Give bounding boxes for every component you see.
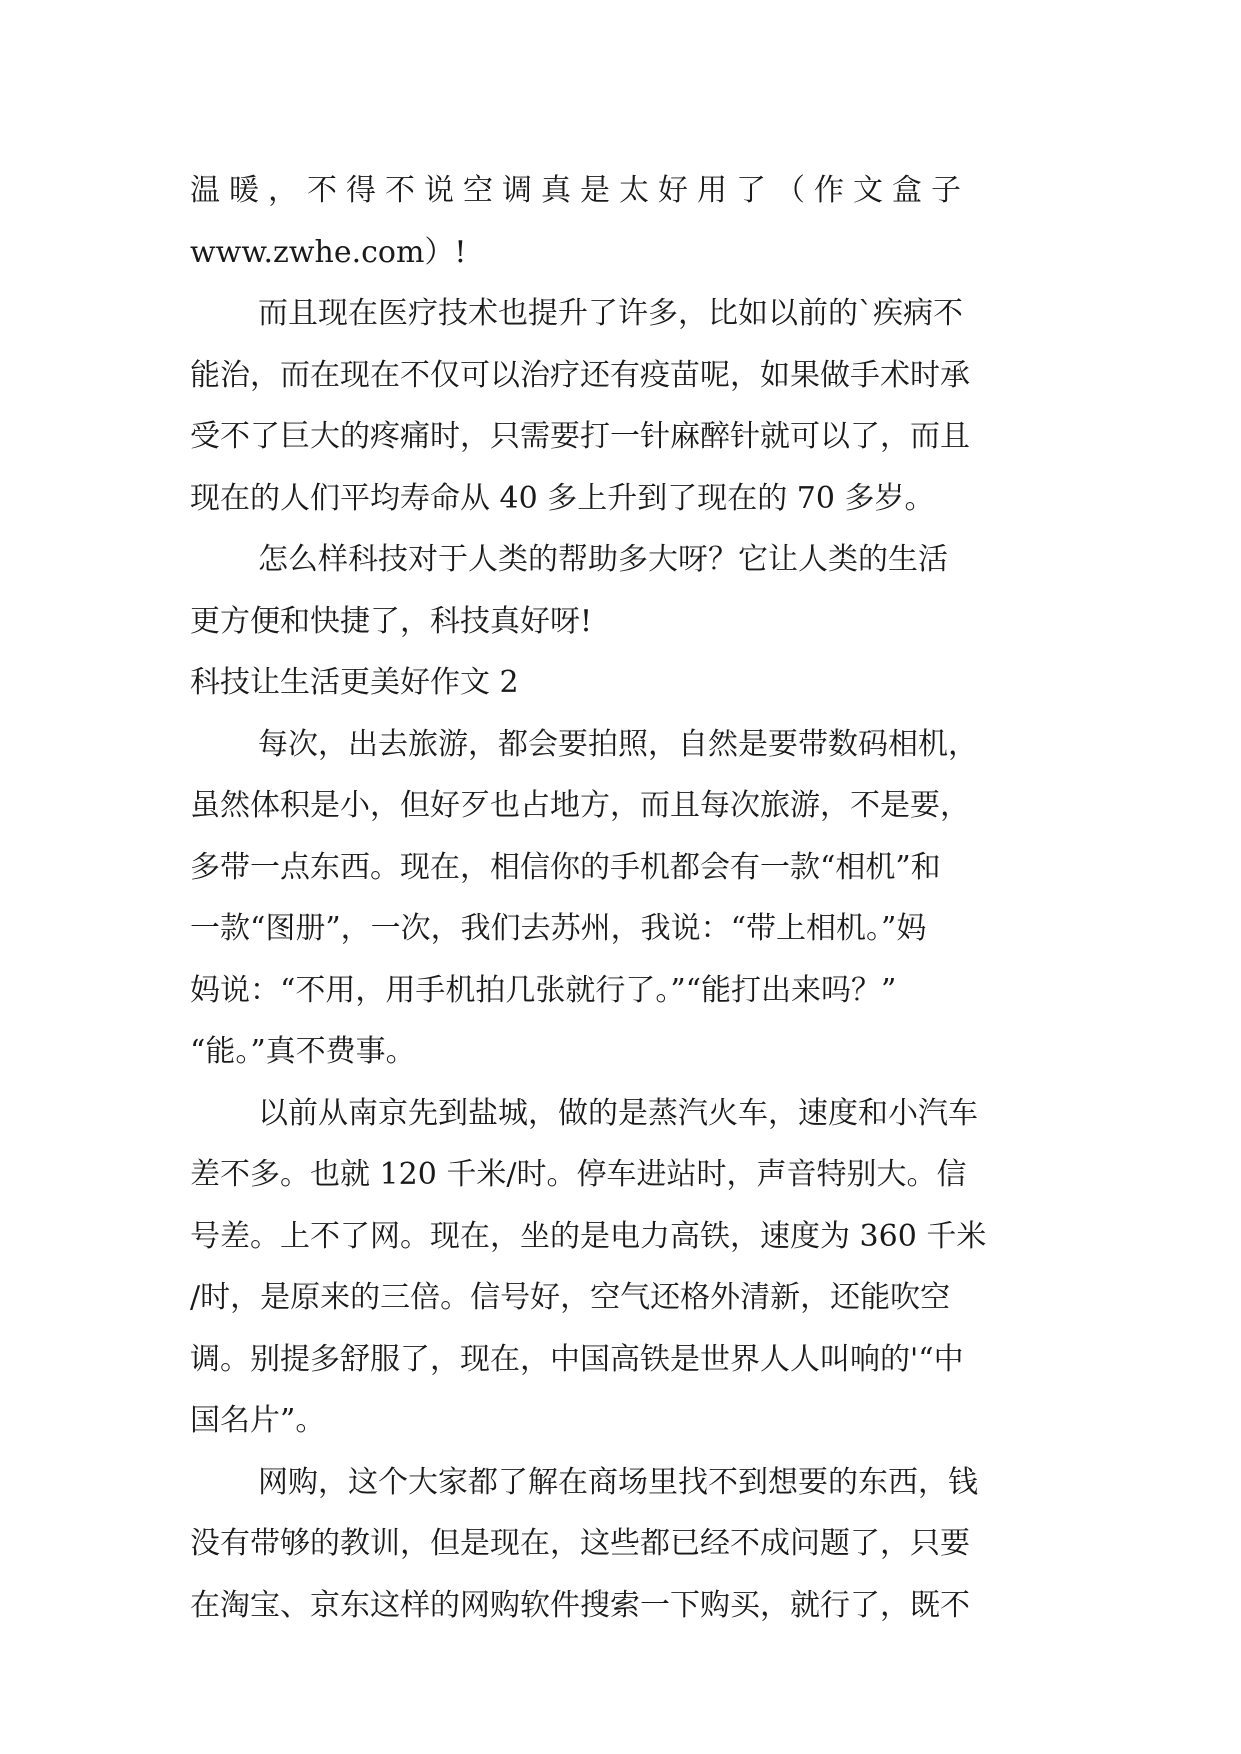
- text-line: 受不了巨大的疼痛时，只需要打一针麻醉针就可以了，而且: [190, 419, 970, 454]
- text-line: “能。”真不费事。: [190, 1034, 416, 1069]
- text-line: 网购，这个大家都了解在商场里找不到想要的东西，钱: [258, 1464, 978, 1500]
- text-line: 以前从南京先到盐城，做的是蒸汽火车，速度和小汽车: [258, 1095, 978, 1131]
- text-line: 更方便和快捷了，科技真好呀!: [190, 603, 593, 639]
- section-heading: 科技让生活更美好作文 2: [190, 665, 519, 700]
- text-line: 一款“图册”，一次，我们去苏州，我说：“带上相机。”妈: [190, 911, 927, 946]
- text-line: 虽然体积是小，但好歹也占地方，而且每次旅游，不是要，: [190, 788, 970, 823]
- text-line: 怎么样科技对于人类的帮助多大呀？它让人类的生活: [258, 542, 948, 577]
- text-line: 差不多。也就 120 千米/时。停车进站时，声音特别大。信: [190, 1157, 967, 1192]
- text-line: 现在的人们平均寿命从 40 多上升到了现在的 70 多岁。: [190, 480, 935, 516]
- text-line: 多带一点东西。现在，相信你的手机都会有一款“相机”和: [190, 849, 941, 885]
- text-line: www.zwhe.com）!: [190, 234, 467, 270]
- text-line: 温暖，不得不说空调真是太好用了（作文盒子: [190, 173, 970, 208]
- text-line: 能治，而在现在不仅可以治疗还有疫苗呢，如果做手术时承: [190, 357, 970, 393]
- text-line: 而且现在医疗技术也提升了许多，比如以前的`疾病不: [258, 296, 963, 331]
- text-line: 没有带够的教训，但是现在，这些都已经不成问题了，只要: [190, 1526, 970, 1561]
- text-line: 在淘宝、京东这样的网购软件搜索一下购买，就行了，既不: [190, 1587, 970, 1623]
- text-line: 调。别提多舒服了，现在，中国高铁是世界人人叫响的'“中: [190, 1341, 964, 1377]
- document-page: [190, 160, 1050, 1636]
- text-line: 号差。上不了网。现在，坐的是电力高铁，速度为 360 千米: [190, 1218, 987, 1254]
- text-line: 每次，出去旅游，都会要拍照，自然是要带数码相机，: [258, 726, 978, 762]
- text-line: 妈说：“不用，用手机拍几张就行了。”“能打出来吗？”: [190, 972, 897, 1008]
- text-line: 国名片”。: [190, 1403, 326, 1438]
- text-line: /时，是原来的三倍。信号好，空气还格外清新，还能吹空: [190, 1280, 951, 1315]
